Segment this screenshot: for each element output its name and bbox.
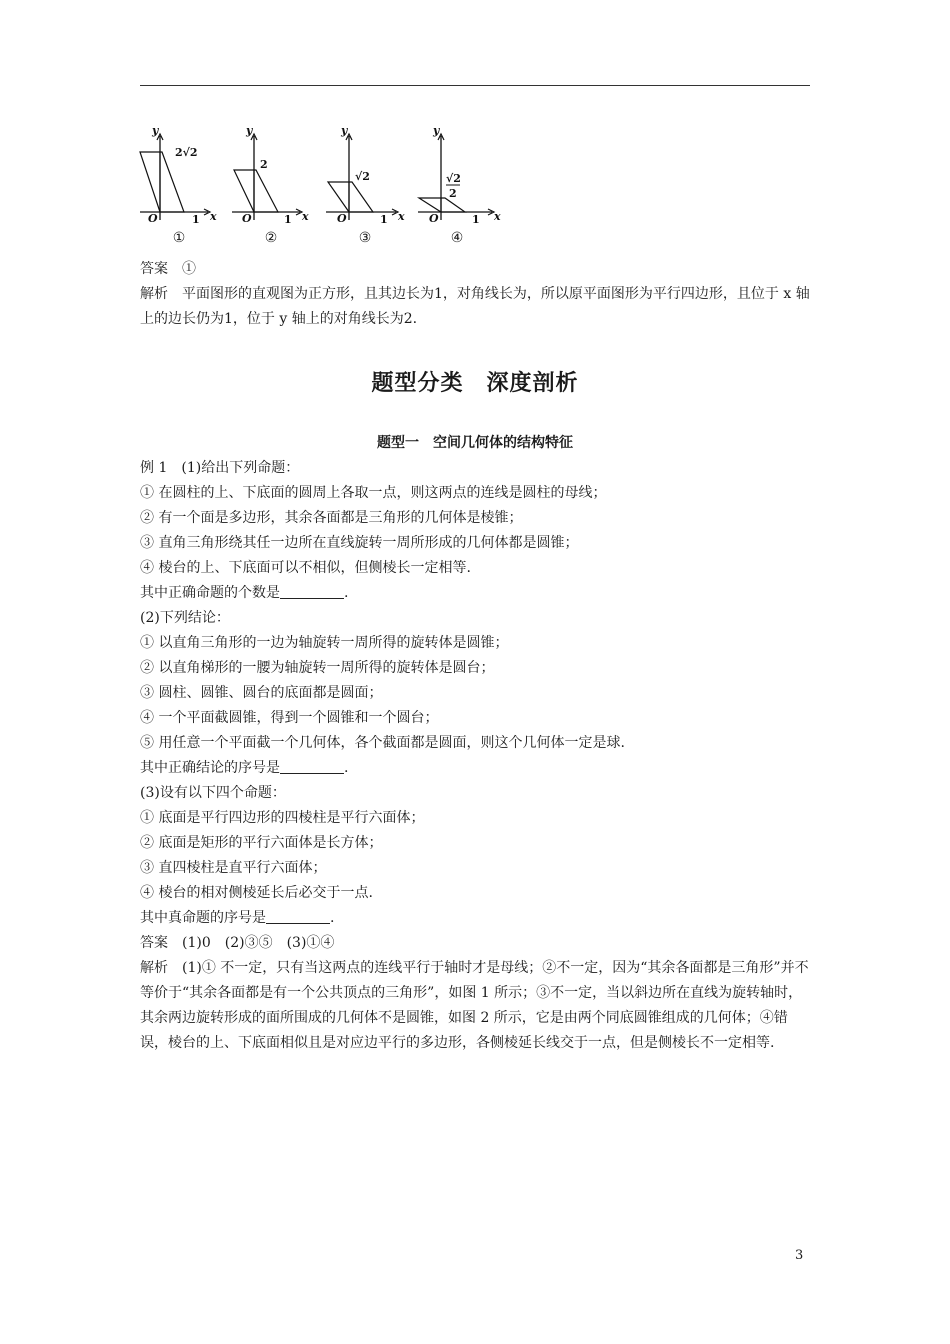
figure-row <box>138 122 518 252</box>
question-line: 其中真命题的序号是 . <box>140 910 335 926</box>
figure-3-number: ③ <box>358 230 372 246</box>
y-axis-label: y <box>341 124 348 137</box>
header-rule <box>140 85 810 86</box>
answer-2: 答案 (1)0 (2)③⑤ (3)①④ <box>140 935 335 951</box>
origin-label: O <box>429 212 439 225</box>
fig4-label-top: √2 <box>446 172 461 185</box>
list-item: ② 底面是矩形的平行六面体是长方体； <box>140 835 383 851</box>
list-item: ② 有一个面是多边形，其余各面都是三角形的几何体是棱锥； <box>140 510 523 526</box>
x-axis-label: x <box>210 210 217 223</box>
answer-blank <box>280 759 344 774</box>
origin-label: O <box>242 212 252 225</box>
list-item: ③ 直四棱柱是直平行六面体； <box>140 860 327 876</box>
list-item: ② 以直角梯形的一腰为轴旋转一周所得的旋转体是圆台； <box>140 660 495 676</box>
fig3-label: √2 <box>355 170 370 183</box>
x-axis-label: x <box>302 210 309 223</box>
origin-label: O <box>148 212 158 225</box>
answer-block-1 <box>140 257 812 332</box>
fig4-label-bottom: 2 <box>449 187 457 200</box>
list-item: ④ 棱台的相对侧棱延长后必交于一点. <box>140 885 373 901</box>
analysis-1: 解析 平面图形的直观图为正方形，且其边长为1，对角线长为，所以原平面图形为平行四边形，且位于 x 轴上的边长仍为1，位于 y 轴上的对角线长为2. <box>140 286 810 327</box>
example-block <box>140 456 812 1056</box>
one-label: 1 <box>192 213 200 226</box>
figure-1 <box>138 122 220 252</box>
list-item: ① 在圆柱的上、下底面的圆周上各取一点，则这两点的连线是圆柱的母线； <box>140 485 607 501</box>
one-label: 1 <box>284 213 292 226</box>
question-line: 其中正确命题的个数是 . <box>140 585 349 601</box>
figure-3 <box>324 122 406 252</box>
analysis-2: 解析 (1)① 不一定，只有当这两点的连线平行于轴时才是母线；②不一定，因为“其余各面都是三角形”并不等价于“其余各面都是有一个公共顶点的三角形”，如图 1 所示；③不一定，当以斜边所在直线为旋转轴时，其余两边旋转形成的面所围成的几何体不是圆锥，如图 2 所示，它是由两个同底圆锥组成的几何体；④错误，棱台的上、下底面相似且是对应边平行的多边形，各侧棱延长线交于一点，但是侧棱长不一定相等. <box>140 960 809 1051</box>
x-axis-label: x <box>494 210 501 223</box>
figure-2 <box>230 122 312 252</box>
figure-2-number: ② <box>264 230 278 246</box>
example-part3-head: (3)设有以下四个命题： <box>140 785 286 801</box>
list-item: ① 以直角三角形的一边为轴旋转一周所得的旋转体是圆锥； <box>140 635 509 651</box>
list-item: ④ 一个平面截圆锥，得到一个圆锥和一个圆台； <box>140 710 439 726</box>
example-part1-head: 例 1 (1)给出下列命题： <box>140 460 300 476</box>
section-title: 题型分类 深度剖析 <box>371 371 579 396</box>
list-item: ④ 棱台的上、下底面可以不相似，但侧棱长一定相等. <box>140 560 471 576</box>
figure-4 <box>416 122 501 252</box>
one-label: 1 <box>472 213 480 226</box>
fig1-label: 2√2 <box>175 146 198 159</box>
y-axis-label: y <box>433 124 440 137</box>
list-item: ③ 直角三角形绕其任一边所在直线旋转一周所形成的几何体都是圆锥； <box>140 535 579 551</box>
question-line: 其中正确结论的序号是 . <box>140 760 349 776</box>
subsection-title: 题型一 空间几何体的结构特征 <box>377 435 573 451</box>
figure-4-number: ④ <box>450 230 464 246</box>
answer-blank <box>280 584 344 599</box>
fig2-label: 2 <box>260 158 268 171</box>
page-number: 3 <box>795 1248 804 1263</box>
example-part2-head: (2)下列结论： <box>140 610 230 626</box>
y-axis-label: y <box>246 124 253 137</box>
y-axis-label: y <box>152 124 159 137</box>
list-item: ③ 圆柱、圆锥、圆台的底面都是圆面； <box>140 685 383 701</box>
one-label: 1 <box>380 213 388 226</box>
figure-1-number: ① <box>172 230 186 246</box>
x-axis-label: x <box>398 210 405 223</box>
list-item: ⑤ 用任意一个平面截一个几何体，各个截面都是圆面，则这个几何体一定是球. <box>140 735 625 751</box>
list-item: ① 底面是平行四边形的四棱柱是平行六面体； <box>140 810 425 826</box>
answer-1: 答案 ① <box>140 261 196 277</box>
answer-blank <box>266 909 330 924</box>
origin-label: O <box>337 212 347 225</box>
